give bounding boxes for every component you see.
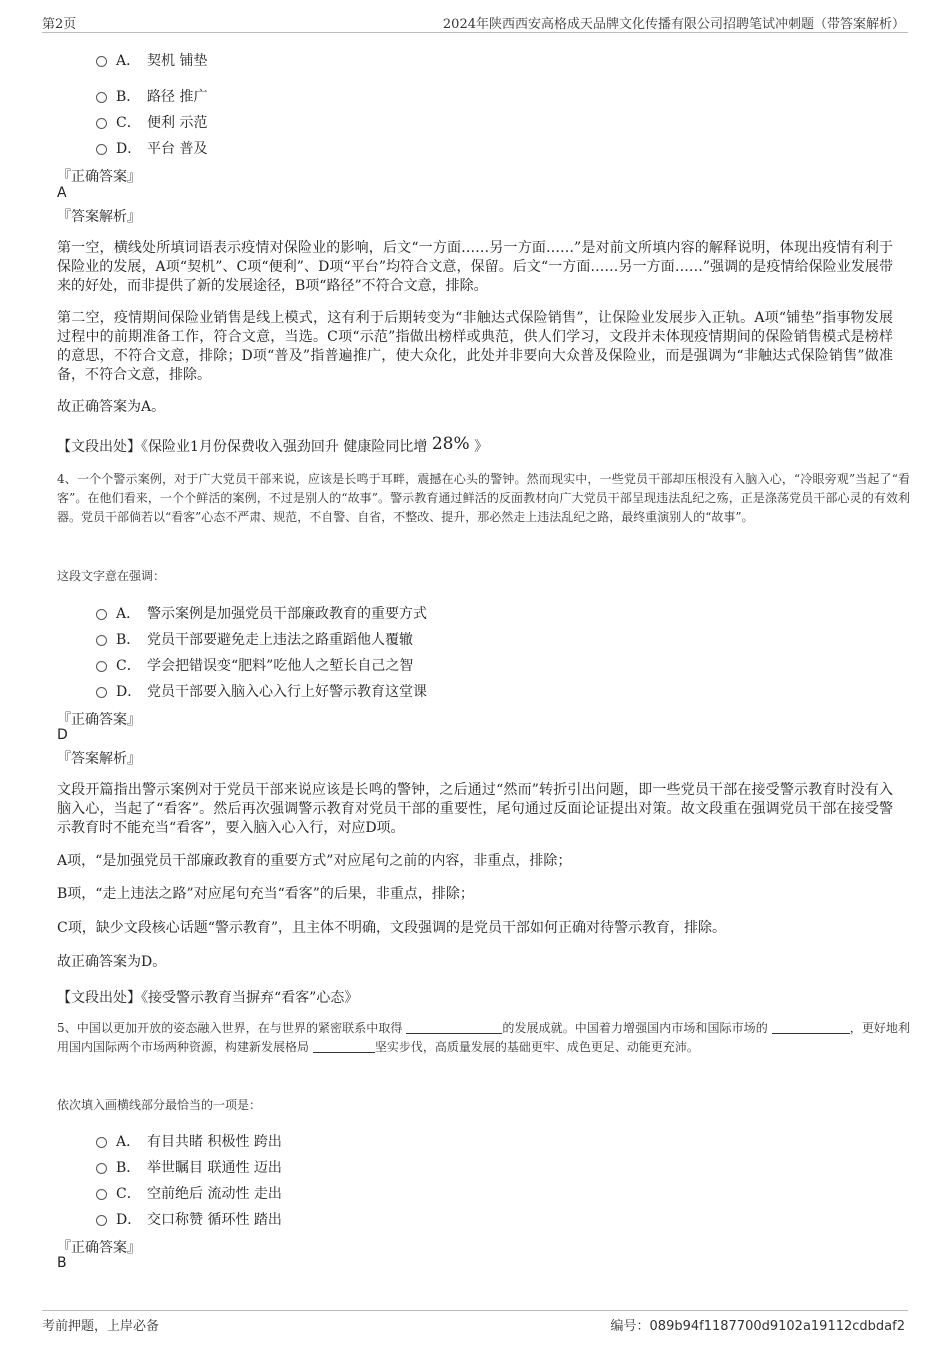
q3-source-percent: 28% <box>431 434 470 454</box>
radio-icon[interactable] <box>96 609 107 620</box>
blank-3[interactable] <box>313 1039 375 1053</box>
q5-prompt: 依次填入画横线部分最恰当的一项是： <box>57 1098 262 1112</box>
q5-option-d[interactable]: D． 交口称赞 循环性 踏出 <box>96 1209 282 1229</box>
footer-code: 编号：089b94f1187700d9102a19112cdbdaf2 <box>610 1319 905 1334</box>
q3-option-d[interactable]: D． 平台 普及 <box>96 138 207 158</box>
footer-rule <box>42 1310 908 1311</box>
q3-option-a[interactable]: A． 契机 铺垫 <box>96 50 207 70</box>
radio-icon[interactable] <box>96 56 107 67</box>
q4-analysis-a: A项，“是加强党员干部廉政教育的重要方式”对应尾句之前的内容，非重点，排除； <box>57 853 572 869</box>
radio-icon[interactable] <box>96 92 107 103</box>
q4-analysis-label: 『答案解析』 <box>57 751 141 767</box>
q3-option-c[interactable]: C． 便利 示范 <box>96 112 207 132</box>
q5-answer: B <box>57 1255 67 1271</box>
q4-analysis-conclusion: 故正确答案为D。 <box>57 954 167 970</box>
q5-option-c[interactable]: C． 空前绝后 流动性 走出 <box>96 1183 282 1203</box>
blank-1[interactable] <box>406 1020 502 1034</box>
q5-answer-label: 『正确答案』 <box>57 1240 141 1256</box>
q5-option-a[interactable]: A． 有目共睹 积极性 跨出 <box>96 1131 282 1151</box>
page-number: 第2页 <box>42 17 77 32</box>
q4-analysis-b: B项，“走上违法之路”对应尾句充当“看客”的后果，非重点，排除； <box>57 886 474 902</box>
q4-prompt: 这段文字意在强调： <box>57 569 166 583</box>
q3-answer-label: 『正确答案』 <box>57 169 141 185</box>
radio-icon[interactable] <box>96 1189 107 1200</box>
footer-slogan: 考前押题，上岸必备 <box>42 1319 160 1334</box>
q4-option-c[interactable]: C． 学会把错误变“肥料”吃他人之堑长自己之智 <box>96 655 413 675</box>
q3-source: 【文段出处】《保险业1月份保费收入强劲回升 健康险同比增 28% 》 <box>57 434 489 455</box>
q3-analysis-conclusion: 故正确答案为A。 <box>57 399 166 415</box>
q4-option-d[interactable]: D． 党员干部要入脑入心入行上好警示教育这堂课 <box>96 681 427 701</box>
radio-icon[interactable] <box>96 1163 107 1174</box>
radio-icon[interactable] <box>96 118 107 129</box>
q4-analysis-c: C项，缺少文段核心话题“警示教育”，且主体不明确，文段强调的是党员干部如何正确对待警示教育，排除。 <box>57 920 727 936</box>
blank-2[interactable] <box>772 1020 850 1034</box>
q4-question: 4、一个个警示案例，对于广大党员干部来说，应该是长鸣于耳畔，震撼在心头的警钟。然而现实中，一些党员干部却压根没有入脑入心，“冷眼旁观”当起了“看客”。在他们看来，一个个鲜活的案例，不过是别人的“故事”。警示教育通过鲜活的反面教材向广大党员干部呈现违法乱纪之殇，正是涤荡党员干部心灵的有效利器。党员干部倘若以“看客”心态不严肃、规范，不自警、自省，不整改、提升，那必然走上违法乱纪之路，最终重演别人的“故事”。 <box>57 472 910 524</box>
q3-option-b[interactable]: B． 路径 推广 <box>96 86 207 106</box>
q3-analysis-p2: 第二空，疫情期间保险业销售是线上模式，这有利于后期转变为“非触达式保险销售”，让保险业发展步入正轨。A项“铺垫”指事物发展过程中的前期准备工作，符合文意，当选。C项“示范”指做出榜样或典范，供人们学习，文段并未体现疫情期间的保险销售模式是榜样的意思，不符合文意，排除；D项“普及”指普遍推广，使大众化，此处并非要向大众普及保险业，而是强调为“非触达式保险销售”做准备，不符合文意，排除。 <box>57 310 893 383</box>
document-title: 2024年陕西西安高格成天品牌文化传播有限公司招聘笔试冲刺题（带答案解析） <box>442 17 905 32</box>
q5-option-b[interactable]: B． 举世瞩目 联通性 迈出 <box>96 1157 282 1177</box>
q4-answer: D <box>57 727 68 743</box>
q4-option-b[interactable]: B． 党员干部要避免走上违法之路重蹈他人覆辙 <box>96 629 413 649</box>
radio-icon[interactable] <box>96 144 107 155</box>
radio-icon[interactable] <box>96 635 107 646</box>
q3-analysis-p1: 第一空，横线处所填词语表示疫情对保险业的影响，后文“一方面……另一方面……”是对前文所填内容的解释说明，体现出疫情有利于保险业的发展，A项“契机”、C项“便利”、D项“平台”均符合文意，保留。后文“一方面……另一方面……”强调的是疫情给保险业发展带来的好处，而非提供了新的发展途径，B项“路径”不符合文意，排除。 <box>57 240 893 294</box>
radio-icon[interactable] <box>96 1215 107 1226</box>
q4-option-a[interactable]: A． 警示案例是加强党员干部廉政教育的重要方式 <box>96 603 427 623</box>
radio-icon[interactable] <box>96 687 107 698</box>
radio-icon[interactable] <box>96 1137 107 1148</box>
q4-source: 【文段出处】《接受警示教育当摒弃“看客”心态》 <box>57 990 359 1006</box>
q4-analysis-p1: 文段开篇指出警示案例对于党员干部来说应该是长鸣的警钟，之后通过“然而”转折引出问题，即一些党员干部在接受警示教育时没有入脑入心，当起了“看客”。然后再次强调警示教育对党员干部的重要性，尾句通过反面论证提出对策。故文段重在强调党员干部在接受警示教育时不能充当“看客”，要入脑入心入行，对应D项。 <box>57 782 893 836</box>
radio-icon[interactable] <box>96 661 107 672</box>
q3-analysis-label: 『答案解析』 <box>57 209 141 225</box>
q5-question: 5、中国以更加开放的姿态融入世界，在与世界的紧密联系中取得 的发展成就。中国着力增强国内市场和国际市场的 ，更好地利用国内国际两个市场两种资源，构建新发展格局 坚实步伐，高质量发展的基础更牢、成色更足、动能更充沛。 <box>57 1021 910 1054</box>
q3-answer: A <box>57 185 67 201</box>
q4-answer-label: 『正确答案』 <box>57 712 141 728</box>
header-rule <box>42 32 908 33</box>
